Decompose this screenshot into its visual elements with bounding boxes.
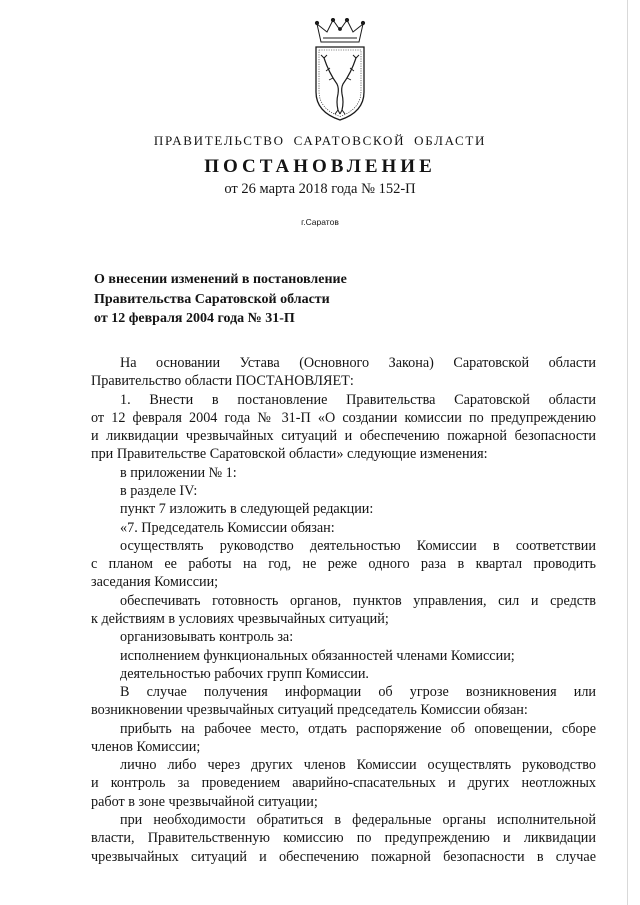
body-line: 1. Внести в постановление Правительства Саратовской области [120, 391, 596, 408]
document-date-number: от 26 марта 2018 года № 152-П [224, 181, 416, 197]
body-line: и ликвидации чрезвычайных ситуаций и обеспечению пожарной безопасности [91, 428, 596, 445]
body-line: исполнением функциональных обязанностей членами Комиссии; [120, 647, 515, 664]
body-line: работ в зоне чрезвычайной ситуации; [91, 793, 318, 810]
body-line: возникновении чрезвычайных ситуаций председатель Комиссии обязан: [91, 702, 528, 719]
body-line: членов Комиссии; [91, 738, 201, 755]
body-line: обеспечивать готовность органов, пунктов управления, сил и средств [120, 592, 596, 609]
body-line: «7. Председатель Комиссии обязан: [120, 519, 335, 536]
body-line: власти, Правительственную комиссию по предупреждению и ликвидации [91, 830, 596, 847]
coat-of-arms-icon [311, 18, 369, 122]
document-subject [94, 270, 347, 329]
document-type-title: ПОСТАНОВЛЕНИЕ [204, 156, 436, 177]
body-line: прибыть на рабочее место, отдать распоряжение об оповещении, сборе [120, 720, 596, 737]
government-name: ПРАВИТЕЛЬСТВО САРАТОВСКОЙ ОБЛАСТИ [153, 133, 487, 148]
body-line: Правительство области ПОСТАНОВЛЯЕТ: [91, 373, 354, 390]
body-line: при необходимости обратиться в федеральные органы исполнительной [120, 812, 596, 829]
body-line: осуществлять руководство деятельностью Комиссии в соответствии [120, 537, 596, 554]
body-line: пункт 7 изложить в следующей редакции: [120, 501, 374, 518]
body-line: лично либо через других членов Комиссии осуществлять руководство [120, 757, 596, 774]
body-line: в приложении № 1: [120, 464, 237, 481]
body-line: в разделе IV: [120, 482, 198, 499]
body-line: от 12 февраля 2004 года № 31-П «О создании комиссии по предупреждению [91, 409, 596, 426]
subject-line: Правительства Саратовской области [94, 291, 330, 307]
subject-line: О внесении изменений в постановление [94, 272, 347, 287]
body-line: деятельностью рабочих групп Комиссии. [120, 665, 369, 682]
body-line: На основании Устава (Основного Закона) Саратовской области [120, 355, 596, 371]
document-body [91, 354, 596, 866]
body-line: при Правительстве Саратовской области» следующие изменения: [91, 446, 488, 463]
body-line: чрезвычайных ситуаций и обеспечению пожарной безопасности в случае [91, 848, 596, 865]
body-line: к действиям в условиях чрезвычайных ситуаций; [91, 610, 389, 627]
body-line: В случае получения информации об угрозе возникновения или [120, 684, 596, 701]
subject-line: от 12 февраля 2004 года № 31-П [94, 311, 295, 326]
document-city: г.Саратов [301, 217, 339, 227]
body-line: и контроль за проведением аварийно-спасательных и других неотложных [91, 775, 596, 792]
body-line: с планом ее работы на год, не реже одного раза в квартал проводить [91, 556, 596, 573]
body-line: организовывать контроль за: [120, 629, 294, 646]
body-line: заседания Комиссии; [91, 574, 219, 591]
